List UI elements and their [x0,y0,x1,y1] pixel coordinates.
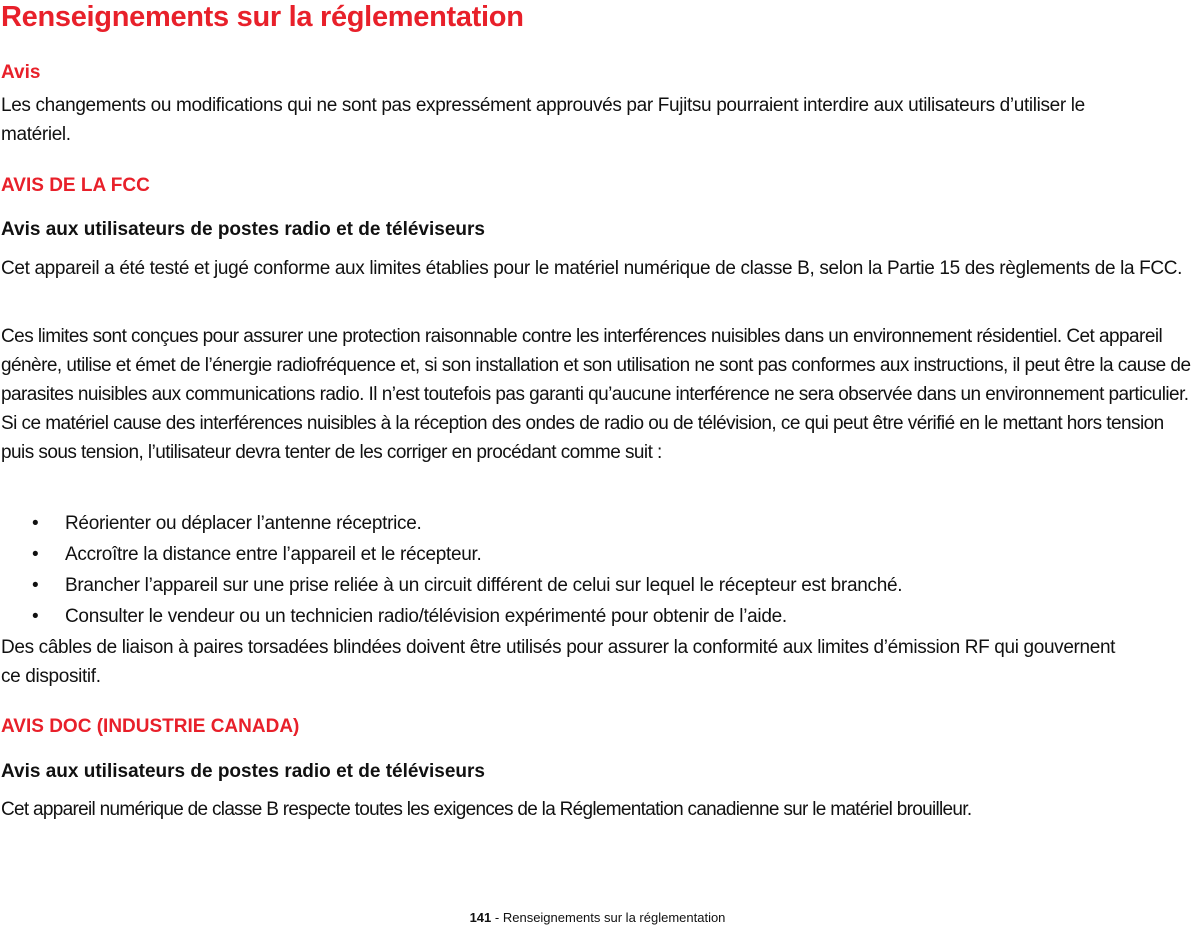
page-title: Renseignements sur la réglementation [1,1,524,33]
list-item [0,539,902,570]
list-item-text: Brancher l’appareil sur une prise reliée à un circuit différent de celui sur lequel le récepteur est branché. [65,575,903,596]
fcc-paragraph-3: Des câbles de liaison à paires torsadées blindées doivent être utilisés pour assurer la conformité aux limites d’émission RF qui gouvernent ce dispositif. [1,637,1116,687]
avis-paragraph: Les changements ou modifications qui ne sont pas expressément approuvés par Fujitsu pourraient interdire aux utilisateurs d’utiliser le matériel. [1,95,1085,145]
list-item-text: Consulter le vendeur ou un technicien radio/télévision expérimenté pour obtenir de l’aide. [65,606,787,627]
list-item [0,601,902,632]
page-number: 141 [469,910,492,925]
list-item [0,570,902,601]
bullet-icon: • [32,606,39,627]
footer-separator: - [491,910,503,925]
doc-subheading: Avis aux utilisateurs de postes radio et de téléviseurs [1,761,485,782]
list-item-text: Accroître la distance entre l’appareil et le récepteur. [65,544,482,565]
doc-paragraph-1: Cet appareil numérique de classe B respecte toutes les exigences de la Réglementation canadienne sur le matériel brouilleur. [1,799,972,820]
fcc-paragraph-1: Cet appareil a été testé et jugé conforme aux limites établies pour le matériel numérique de classe B, selon la Partie 15 des règlements de la FCC. [1,258,1183,279]
fcc-heading: AVIS DE LA FCC [1,175,150,196]
page-footer [0,910,1195,926]
doc-heading: AVIS DOC (INDUSTRIE CANADA) [1,716,300,737]
fcc-paragraph-2: Ces limites sont conçues pour assurer une protection raisonnable contre les interférences nuisibles dans un environnement résidentiel. Cet appareil génère, utilise et émet de l’énergie radiofréquence et, si son installation et son utilisation ne sont pas conformes aux instructions, il peut être la cause de parasites nuisibles aux communications radio. Il n’est toutefois pas garanti qu’aucune interférence ne sera observée dans un environnement particulier. Si ce matériel cause des interférences nuisibles à la réception des ondes de radio ou de télévision, ce qui peut être vérifié en le mettant hors tension puis sous tension, l’utilisateur devra tenter de les corriger en procédant comme suit : [1,326,1191,463]
list-item-text: Réorienter ou déplacer l’antenne réceptrice. [65,513,422,534]
footer-label: Renseignements sur la réglementation [502,910,726,925]
fcc-subheading: Avis aux utilisateurs de postes radio et de téléviseurs [1,219,485,240]
bullet-icon: • [32,575,39,596]
list-item [0,508,902,539]
bullet-icon: • [32,544,39,565]
fcc-bullet-list [0,508,902,632]
avis-heading: Avis [1,62,41,83]
bullet-icon: • [32,513,39,534]
